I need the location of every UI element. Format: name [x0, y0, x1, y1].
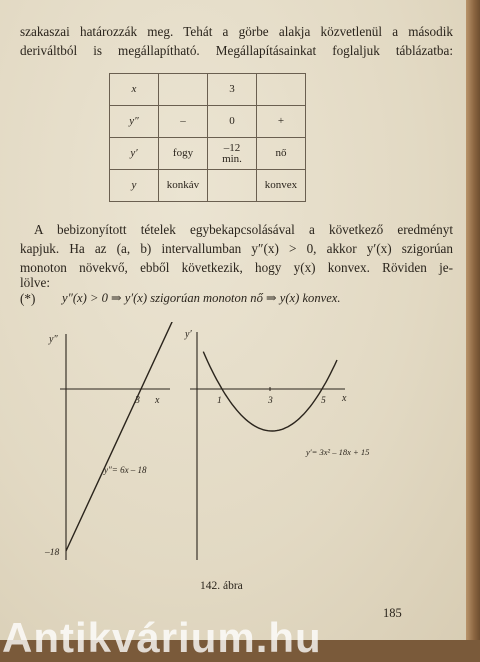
- sign-table: [109, 73, 306, 202]
- right-tick-3: 3: [268, 396, 273, 406]
- left-curve-label: y″= 6x – 18: [104, 465, 147, 475]
- table-cell: 3: [208, 74, 257, 106]
- table-cell: [208, 170, 257, 202]
- table-row: [110, 138, 306, 170]
- table-cell: konvex: [257, 170, 306, 202]
- formula: y″(x) > 0 ⇒ y′(x) szigorúan monoton nő ⇒ y(x) konvex.: [62, 291, 341, 305]
- right-tick-1: 1: [217, 396, 222, 406]
- right-tick-5: 5: [321, 396, 326, 406]
- formula-label: (*): [20, 291, 36, 306]
- table-cell: +: [257, 106, 306, 138]
- table-cell: konkáv: [159, 170, 208, 202]
- right-y-label: y′: [185, 329, 192, 340]
- right-curve-parabola: [203, 352, 337, 431]
- table-cell: nő: [257, 138, 306, 170]
- watermark: Antikvárium.hu: [2, 614, 322, 661]
- book-page-edge: [466, 0, 480, 640]
- table-cell: [159, 74, 208, 106]
- left-y-label: y″: [49, 334, 58, 345]
- right-x-label: x: [342, 393, 347, 404]
- table-cell: 0: [208, 106, 257, 138]
- table-cell-min: [208, 138, 257, 170]
- table-cell: fogy: [159, 138, 208, 170]
- table-cell: y′: [110, 138, 159, 170]
- table-row: [110, 170, 306, 202]
- left-tick-minus18: –18: [45, 548, 60, 558]
- left-plot: [60, 322, 186, 560]
- right-curve-label: y′= 3x² – 18x + 15: [306, 447, 370, 457]
- table-row: [110, 74, 306, 106]
- left-curve-line: [66, 322, 186, 551]
- paragraph2-line2: kapjuk. Ha az (a, b) intervallumban y″(x) > 0, akkor y′(x) szigorúan: [20, 241, 453, 256]
- table-cell: [257, 74, 306, 106]
- left-tick-3: 3: [135, 395, 140, 406]
- paragraph2-line4: lölve:: [20, 275, 51, 290]
- paragraph1-line1: szakaszai határozzák meg. Tehát a görbe alakja közvetlenül a második: [20, 24, 453, 39]
- table-cell: y″: [110, 106, 159, 138]
- paragraph1-line2: deriváltból is megállapítható. Megállapításainkat foglaljuk táblázatba:: [20, 43, 453, 58]
- page-number: 185: [383, 606, 402, 620]
- left-x-label: x: [155, 395, 160, 406]
- min-label: min.: [222, 152, 242, 165]
- paragraph2-line3: monoton növekvő, ebből következik, hogy y(x) konvex. Röviden je-: [20, 260, 453, 275]
- right-plot: [190, 332, 345, 560]
- table-cell: x: [110, 74, 159, 106]
- figure-caption: 142. ábra: [200, 580, 243, 592]
- figure-142: [40, 322, 370, 572]
- min-value: –12: [223, 141, 241, 154]
- paragraph2-line1: A bebizonyított tételek egybekapcsolásával a következő eredményt: [34, 222, 453, 237]
- table-cell: y: [110, 170, 159, 202]
- table-cell: –: [159, 106, 208, 138]
- table-row: [110, 106, 306, 138]
